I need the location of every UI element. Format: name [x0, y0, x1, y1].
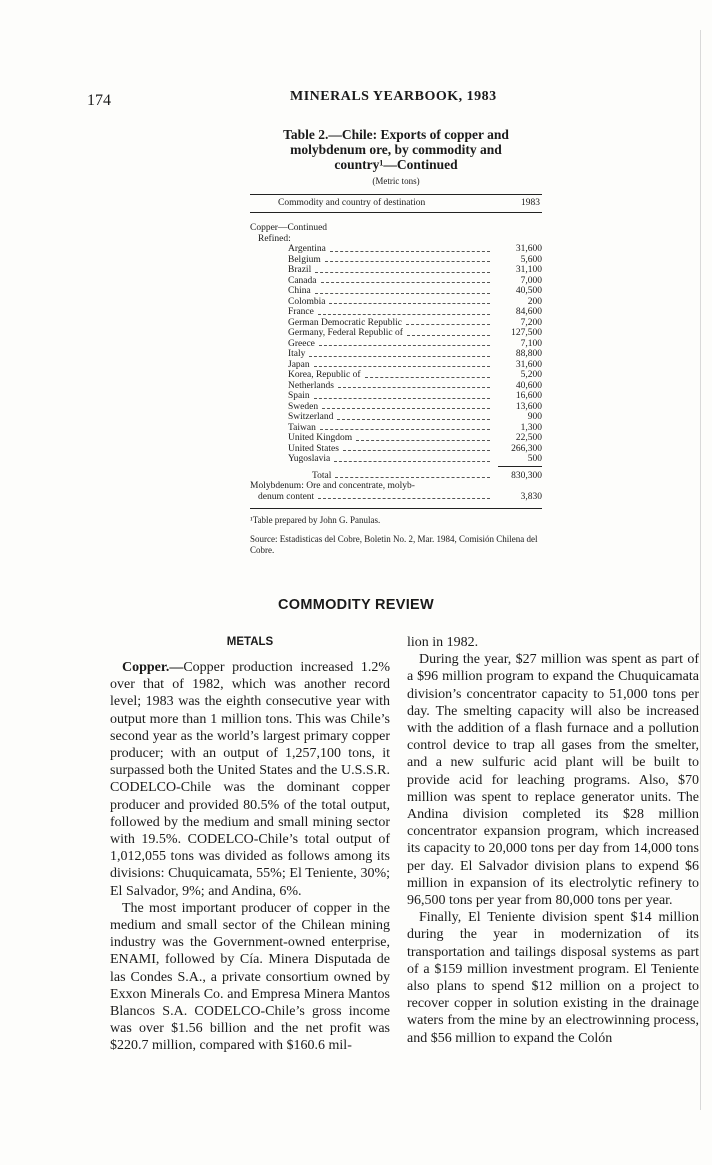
table-units: (Metric tons) — [372, 176, 420, 186]
leader-dots — [318, 498, 490, 499]
country-name: Netherlands — [288, 380, 334, 391]
country-name: Belgium — [288, 254, 321, 265]
total-value: 830,300 — [511, 470, 542, 481]
paragraph — [110, 659, 390, 900]
table-row — [250, 265, 542, 276]
export-value: 900 — [527, 412, 542, 422]
leader-dots — [314, 398, 490, 399]
country-name: China — [288, 286, 311, 296]
section-heading: COMMODITY REVIEW — [278, 597, 434, 613]
page-edge-line — [700, 30, 701, 1110]
export-value: 40,500 — [515, 286, 542, 296]
export-value: 84,600 — [515, 307, 542, 317]
export-value: 5,600 — [520, 254, 542, 265]
leader-dots — [337, 419, 490, 420]
table-title — [250, 127, 542, 172]
export-value: 31,600 — [515, 244, 542, 254]
table-row — [250, 423, 542, 434]
column-header-year: 1983 — [521, 198, 540, 208]
export-value: 7,100 — [520, 338, 542, 349]
leader-dots — [335, 477, 490, 478]
group-label: Copper—Continued — [250, 223, 328, 233]
molybdenum-row — [250, 492, 542, 503]
table-row — [250, 318, 542, 329]
table-row — [250, 402, 542, 413]
paragraph-lead: Copper.— — [122, 660, 184, 675]
country-name: Canada — [288, 275, 317, 286]
country-name: Sweden — [288, 401, 319, 412]
export-value: 7,000 — [520, 275, 542, 286]
table-source: Source: Estadisticas del Cobre, Boletin No. 2, Mar. 1984, Comisión Chilena del Cobre. — [250, 534, 538, 555]
table-row — [250, 454, 542, 465]
export-value: 200 — [527, 296, 542, 307]
export-value: 500 — [527, 454, 542, 464]
export-value: 31,600 — [515, 359, 542, 370]
country-name: Spain — [288, 391, 310, 401]
table-row — [250, 297, 542, 308]
subgroup-label: Refined: — [258, 233, 291, 244]
leader-dots — [315, 293, 490, 294]
table-row — [250, 276, 542, 287]
molybdenum-label-cont: denum content — [258, 491, 315, 502]
country-name: Switzerland — [288, 412, 334, 422]
table-row — [250, 286, 542, 297]
leader-dots — [314, 366, 490, 367]
total-label: Total — [312, 470, 332, 481]
table-row — [250, 444, 542, 455]
leader-dots — [321, 282, 491, 283]
country-name: Brazil — [288, 265, 312, 275]
table-title-line: molybdenum ore, by commodity and — [290, 142, 502, 157]
table-title-line: country¹—Continued — [334, 157, 458, 172]
table-row — [250, 381, 542, 392]
country-name: Japan — [288, 359, 310, 370]
export-value: 13,600 — [515, 401, 542, 412]
page-number: 174 — [87, 92, 111, 109]
country-name: Taiwan — [288, 422, 316, 433]
table-header — [250, 195, 542, 210]
country-name: United States — [288, 443, 339, 454]
export-value: 31,100 — [515, 265, 542, 275]
leader-dots — [338, 387, 490, 388]
table-footnote: ¹Table prepared by John G. Panulas. — [250, 515, 381, 525]
country-name: Yugoslavia — [288, 454, 331, 464]
table-row — [250, 244, 542, 255]
molybdenum-label: Molybdenum: Ore and concentrate, molyb- — [250, 481, 415, 491]
export-value: 5,200 — [520, 370, 542, 380]
table-row — [250, 255, 542, 266]
exports-table — [250, 127, 542, 556]
table-row — [250, 412, 542, 423]
export-value: 22,500 — [515, 433, 542, 443]
table-title-line: Table 2.—Chile: Exports of copper and — [283, 127, 509, 142]
country-rows — [250, 244, 542, 465]
paragraph: During the year, $27 million was spent as part of a $96 million program to expand the Chuquicamata division’s concentrator capacity to 51,000 tons per day. The smelting capacity will also be increased with the addition of a flash furnace and a pollution control device to trap all gases from the smelter, and a new sulfuric acid plant will be built to provide acid for leaching programs. Also, $70 million was spent to replace generator units. The Andina division completed its $28 million concentrator expansion program, which increased its capacity to 20,000 tons per day from 14,000 tons per day. El Salvador division plans to expend $6 million in expansion of its electrolytic refinery to 96,500 tons per year from 80,000 tons per year. — [407, 652, 699, 909]
table-row — [250, 360, 542, 371]
country-name: France — [288, 307, 314, 317]
table-row — [250, 328, 542, 339]
table-row — [250, 349, 542, 360]
export-value: 1,300 — [520, 422, 542, 433]
table-row — [250, 370, 542, 381]
table-rule — [250, 508, 542, 509]
leader-dots — [407, 335, 490, 336]
paragraph-text: Copper production increased 1.2% over that of 1982, which was another record level; 1983 was the eighth consecutive year with output more than 1 million tons. This was Chile’s second year as the world’s largest primary copper producer; with an output of 1,257,100 tons, it surpassed both the United States and the U.S.S.R. CODELCO-Chile was the dominant copper producer and provided 80.5% of the total output, followed by the medium and small mining sector with 19.5%. CODELCO-Chile’s total output of 1,012,055 tons was divided as follows among its divisions: Chuquicamata, 55%; El Teniente, 30%; El Salvador, 9%; and Andina, 6%. — [110, 660, 390, 899]
paragraph: Finally, El Teniente division spent $14 million during the year in modernization of its transportation and tailings disposal systems as part of a $159 million investment program. El Teniente also plans to spend $12 million on a project to recover copper in solution existing in the drainage waters from the mine by an electrowinning process, and $56 million to expand the Colón — [407, 910, 699, 1046]
paragraph — [110, 900, 390, 1055]
paragraph-text: The most important producer of copper in the medium and small sector of the Chilean mining industry was the Government-owned enterprise, ENAMI, followed by Cía. Minera Disputada de las Condes S.A., a private consortium owned by Exxon Minerals Co. and Empresa Minera Mantos Blancos S.A. CODELCO-Chile’s gross income was over $1.56 billion and the net profit was $220.7 million, compared with $160.6 mil- — [110, 900, 390, 1054]
table-row — [250, 339, 542, 350]
export-value: 88,800 — [515, 349, 542, 359]
right-column — [407, 634, 699, 1047]
leader-dots — [329, 303, 490, 304]
leader-dots — [318, 314, 490, 315]
leader-dots — [343, 450, 490, 451]
leader-dots — [325, 261, 490, 262]
total-row — [250, 471, 542, 482]
country-name: Colombia — [288, 296, 326, 307]
country-name: United Kingdom — [288, 433, 353, 443]
leader-dots — [309, 356, 490, 357]
leader-dots — [356, 440, 490, 441]
table-body — [250, 213, 542, 502]
export-value: 266,300 — [511, 443, 542, 454]
leader-dots — [334, 461, 490, 462]
country-name: Germany, Federal Republic of — [288, 328, 403, 338]
country-name: Korea, Republic of — [288, 370, 361, 380]
table-row — [250, 433, 542, 444]
sub-heading: METALS — [226, 636, 274, 648]
molybdenum-value: 3,830 — [520, 491, 542, 502]
country-name: Italy — [288, 349, 306, 359]
column-header-commodity: Commodity and country of destination — [278, 198, 426, 208]
table-row — [250, 307, 542, 318]
export-value: 16,600 — [515, 391, 542, 401]
subtotal-rule — [250, 466, 542, 467]
leader-dots — [319, 345, 490, 346]
running-head: MINERALS YEARBOOK, 1983 — [290, 89, 497, 104]
country-name: Greece — [288, 338, 315, 349]
leader-dots — [406, 324, 490, 325]
country-name: Argentina — [288, 244, 326, 254]
export-value: 127,500 — [511, 328, 542, 338]
leader-dots — [330, 251, 490, 252]
leader-dots — [315, 272, 490, 273]
export-value: 7,200 — [520, 317, 542, 328]
leader-dots — [365, 377, 490, 378]
country-name: German Democratic Republic — [288, 317, 402, 328]
left-column — [110, 659, 390, 1055]
leader-dots — [320, 429, 490, 430]
table-row — [250, 391, 542, 402]
export-value: 40,600 — [515, 380, 542, 391]
leader-dots — [322, 408, 490, 409]
paragraph: lion in 1982. — [407, 635, 479, 650]
